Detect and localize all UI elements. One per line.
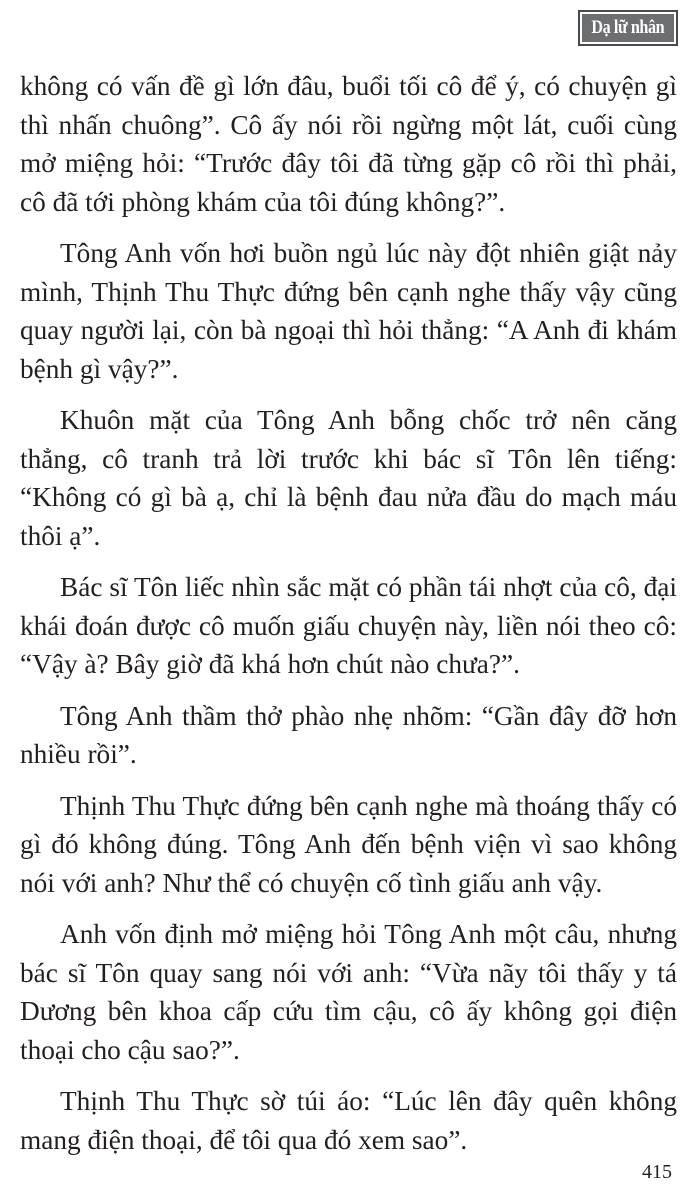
book-title-badge xyxy=(578,10,678,46)
paragraph: Tông Anh vốn hơi buồn ngủ lúc này đột nhiên giật nảy mình, Thịnh Thu Thực đứng bên cạnh nghe thấy vậy cũng quay người lại, còn bà ngoại thì hỏi thẳng: “A Anh đi khám bệnh gì vậy?”. xyxy=(20,238,677,384)
page-number: 415 xyxy=(642,1161,672,1183)
paragraph: Tông Anh thầm thở phào nhẹ nhõm: “Gần đây đỡ hơn nhiều rồi”. xyxy=(20,700,677,769)
book-title: Dạ lữ nhân xyxy=(591,17,665,38)
paragraph: Khuôn mặt của Tông Anh bỗng chốc trở nên căng thẳng, cô tranh trả lời trước khi bác sĩ Tôn lên tiếng: “Không có gì bà ạ, chỉ là bệnh đau nửa đầu do mạch máu thôi ạ”. xyxy=(20,405,677,551)
page-body xyxy=(20,67,677,1172)
paragraph: Thịnh Thu Thực sờ túi áo: “Lúc lên đây quên không mang điện thoại, để tôi qua đó xem sao”. xyxy=(20,1086,677,1155)
paragraph: Bác sĩ Tôn liếc nhìn sắc mặt có phần tái nhợt của cô, đại khái đoán được cô muốn giấu chuyện này, liền nói theo cô: “Vậy à? Bây giờ đã khá hơn chút nào chưa?”. xyxy=(20,572,677,679)
paragraph: Thịnh Thu Thực đứng bên cạnh nghe mà thoáng thấy có gì đó không đúng. Tông Anh đến bệnh viện vì sao không nói với anh? Như thể có chuyện cố tình giấu anh vậy. xyxy=(20,790,677,898)
paragraph: không có vấn đề gì lớn đâu, buổi tối cô để ý, có chuyện gì thì nhấn chuông”. Cô ấy nói rồi ngừng một lát, cuối cùng mở miệng hỏi: “Trước đây tôi đã từng gặp cô rồi thì phải, cô đã tới phòng khám của tôi đúng không?”. xyxy=(20,71,677,217)
paragraph: Anh vốn định mở miệng hỏi Tông Anh một câu, nhưng bác sĩ Tôn quay sang nói với anh: “Vừa nãy tôi thấy y tá Dương bên khoa cấp cứu tìm cậu, cô ấy không gọi điện thoại cho cậu sao?”. xyxy=(20,919,677,1065)
